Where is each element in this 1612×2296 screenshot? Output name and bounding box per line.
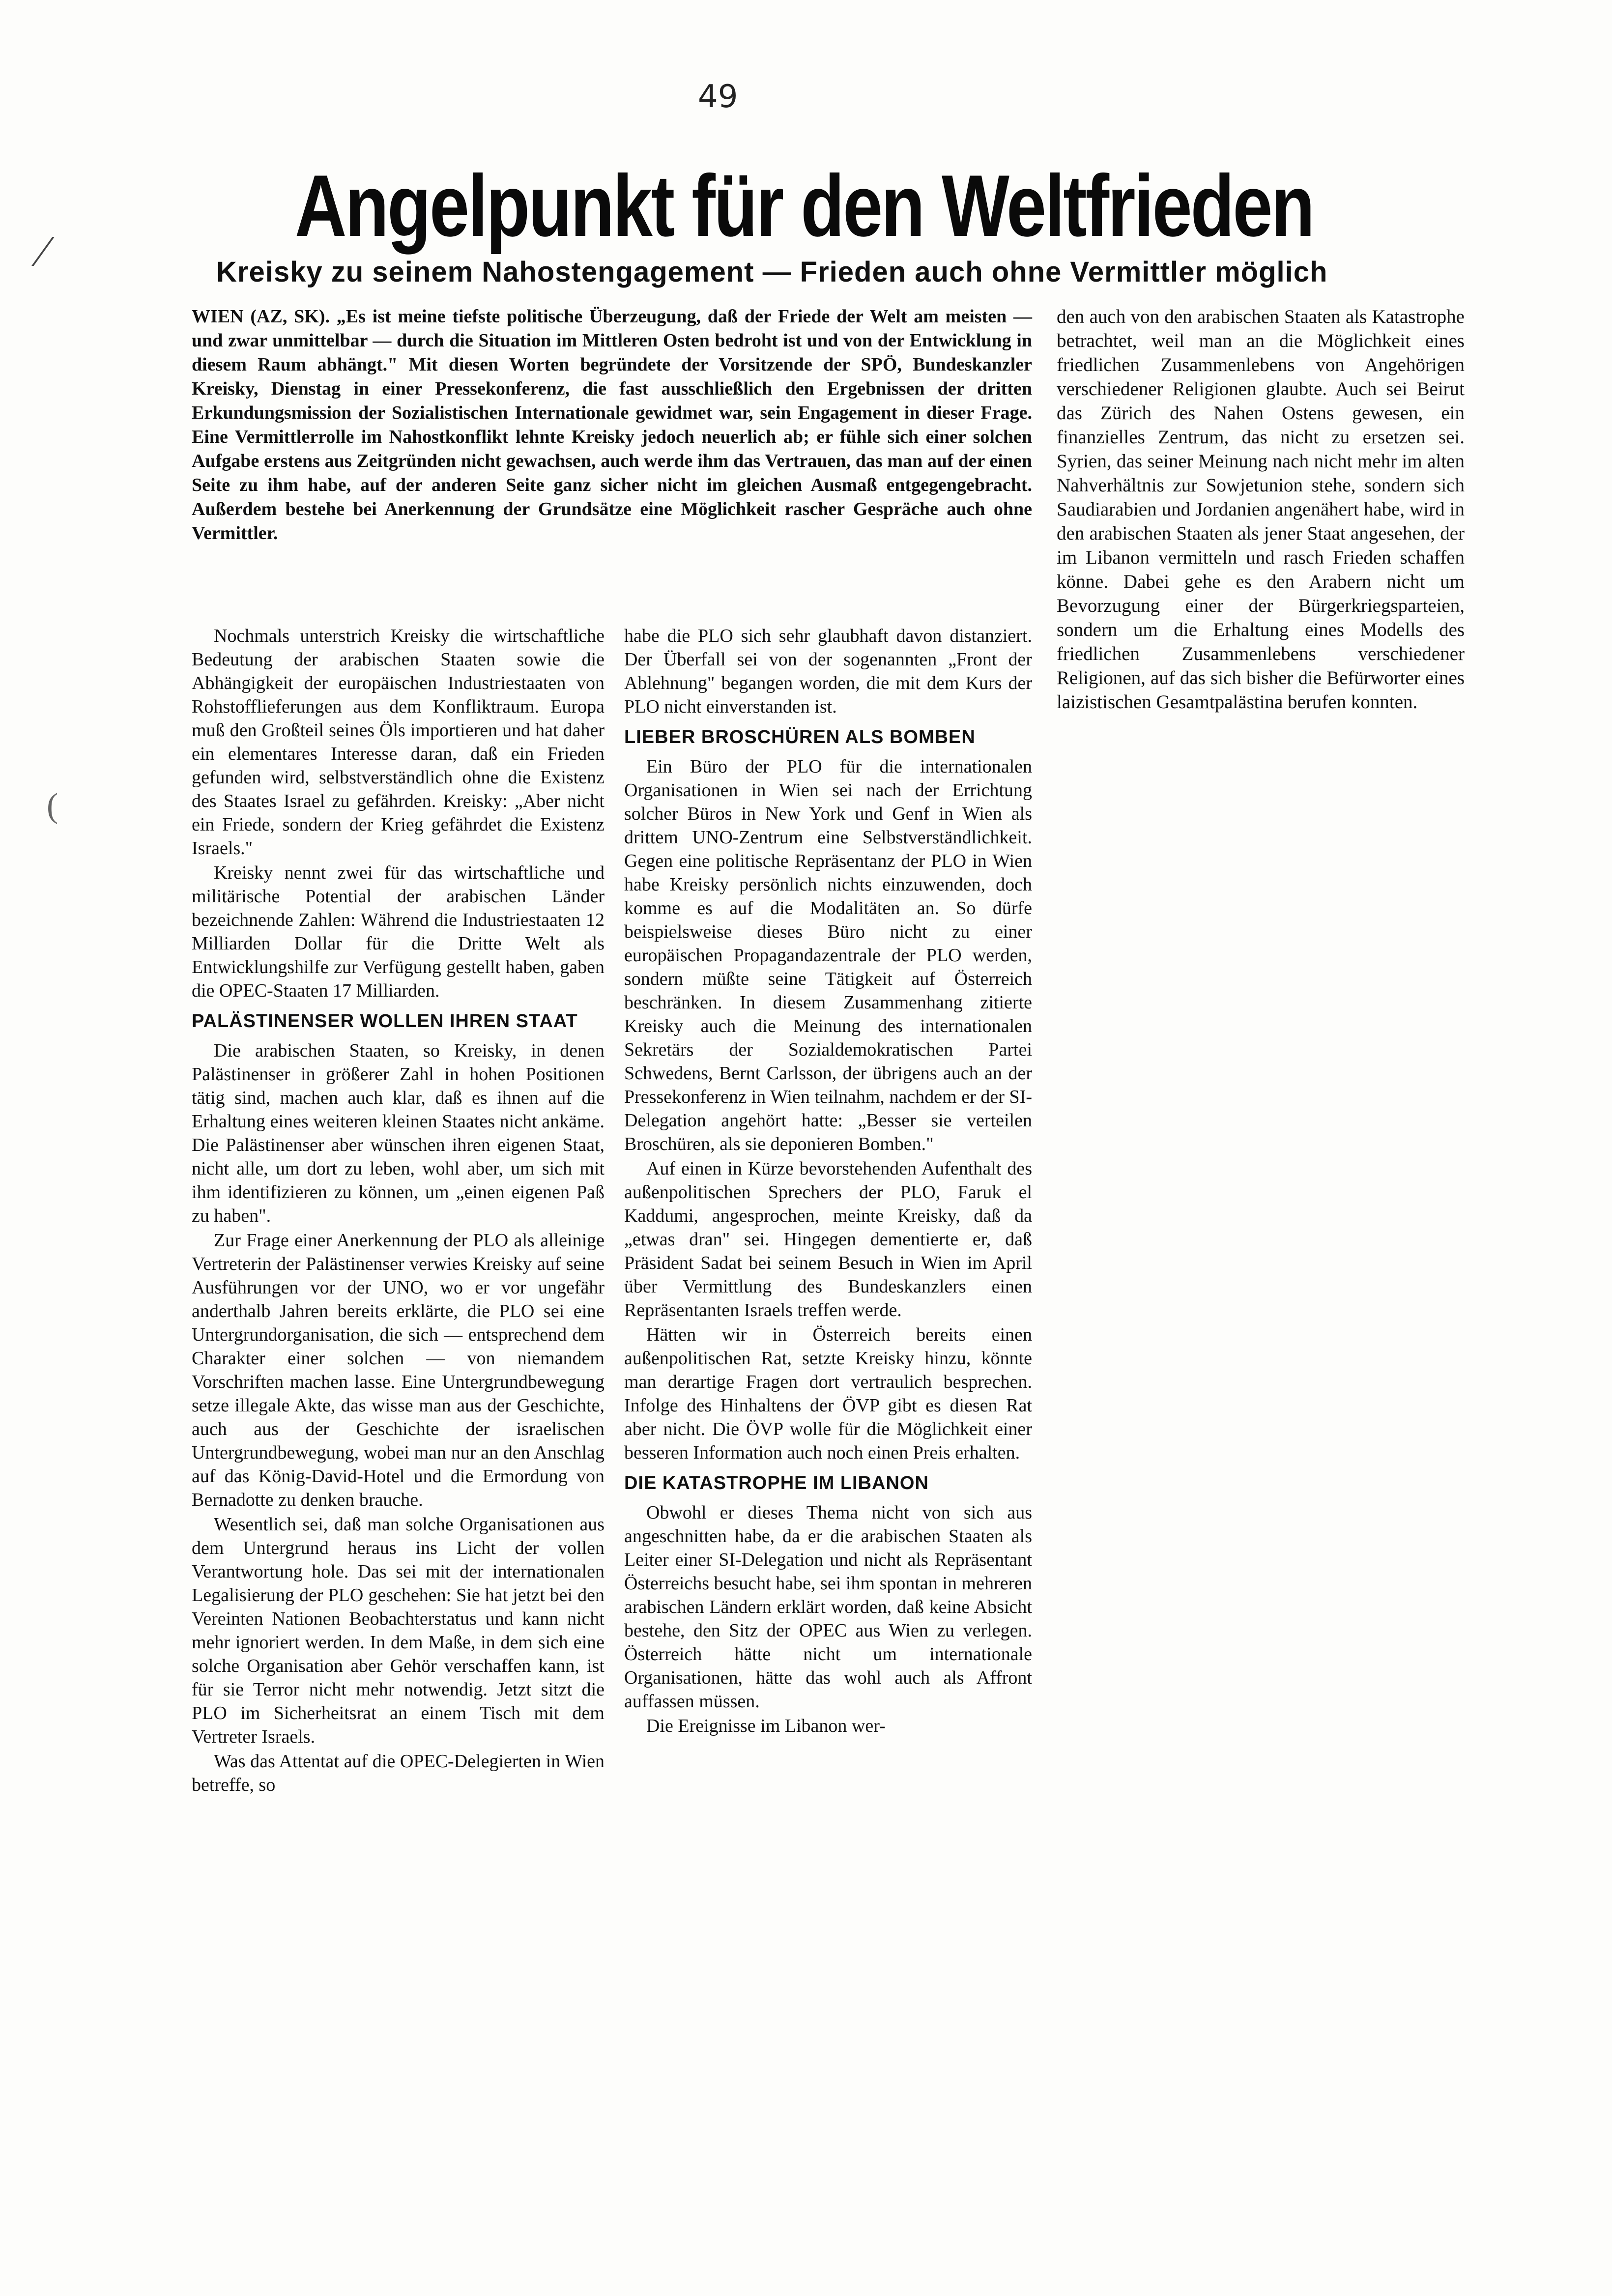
paragraph: habe die PLO sich sehr glaubhaft davon distanziert. Der Überfall sei von der sogenannten „Front der Ablehnung" begangen worden, die mit dem Kurs der PLO nicht einverstanden ist. [624,626,1032,717]
paragraph: Die arabischen Staaten, so Kreisky, in denen Palästinenser in größerer Zahl in hohen Positionen tätig sind, machen auch klar, daß es ihnen auf die Erhaltung eines weiteren kleinen Staates nicht ankäme. Die Palästinenser aber wünschen ihren eigenen Staat, nicht alle, um dort zu leben, wohl aber, um sich mit ihm identifizieren zu können, um „einen eigenen Paß zu haben". [192,1040,604,1226]
paragraph: Auf einen in Kürze bevorstehenden Aufenthalt des außenpolitischen Sprechers der PLO, Faruk el Kaddumi, angesprochen, meinte Kreisky, daß da „etwas dran" sei. Hingegen dementierte er, daß Präsident Sadat bei seinem Besuch in Wien im April über Vermittlung des Bundeskanzlers einen Repräsentanten Israels treffen werde. [624,1158,1032,1320]
article-lead: WIEN (AZ, SK). „Es ist meine tiefste politische Überzeugung, daß der Friede der Welt am meisten — und zwar unmittelbar — durch die Situation im Mittleren Osten bedroht ist und von der Entwicklung in diesem Raum abhängt." Mit diesen Worten begründete der Vorsitzende der SPÖ, Bundeskanzler Kreisky, Dienstag in einer Pressekonferenz, die fast ausschließlich den Ergebnissen der dritten Erkundungsmission der Sozialistischen Internationale gewidmet war, sein Engagement in dieser Frage. Eine Vermittlerrolle im Nahostkonflikt lehnte Kreisky jedoch neuerlich ab; er fühle sich einer solchen Aufgabe erstens aus Zeitgründen nicht gewachsen, auch werde ihm das Vertrauen, das man auf der einen Seite zu ihm habe, auf der anderen Seite ganz sicher nicht im gleichen Ausmaß entgegengebracht. Außerdem bestehe bei Anerkennung der Grundsätze eine Möglichkeit rascher Gespräche auch ohne Vermittler. [192,306,1032,544]
section-heading: DIE KATASTROPHE IM LIBANON [624,1473,929,1493]
article-column-1 [192,624,604,2270]
paragraph: Was das Attentat auf die OPEC-Delegierten in Wien betreffe, so [192,1751,604,1795]
paragraph: Nochmals unterstrich Kreisky die wirtschaftliche Bedeutung der arabischen Staaten sowie die Abhängigkeit der europäischen Industriestaaten von Rohstofflieferungen aus dem Konfliktraum. Europa muß den Großteil seines Öls importieren und hat daher ein elementares Interesse daran, daß ein Frieden gefunden wird, selbstverständlich ohne die Existenz des Staates Israel zu gefährden. Kreisky: „Aber nicht ein Friede, sondern der Krieg gefährdet die Existenz Israels." [192,626,604,859]
section-heading: PALÄSTINENSER WOLLEN IHREN STAAT [192,1011,578,1032]
paragraph: Hätten wir in Österreich bereits einen außenpolitischen Rat, setzte Kreisky hinzu, könnte man derartige Fragen dort vertraulich besprechen. Infolge des Hinhaltens der ÖVP gibt es diesen Rat aber nicht. Die ÖVP wolle für die Möglichkeit einer besseren Information auch noch einen Preis erhalten. [624,1324,1032,1463]
paragraph: Zur Frage einer Anerkennung der PLO als alleinige Vertreterin der Palästinenser verwies Kreisky auf seine Ausführungen vor der UNO, wo er vor ungefähr anderthalb Jahren bereits erklärte, die PLO sei eine Untergrundorganisation, die sich — entsprechend dem Charakter einer solchen — von niemandem Vorschriften machen lasse. Eine Untergrundbewegung setze illegale Akte, das wisse man aus der Geschichte, auch aus der Geschichte der israelischen Untergrundbewegung, wobei man nur an den Anschlag auf das König-David-Hotel und die Ermordung von Bernadotte zu denken brauche. [192,1230,604,1510]
article-subheadline: Kreisky zu seinem Nahostengagement — Frieden auch ohne Vermittler möglich [216,256,1328,288]
paragraph: Ein Büro der PLO für die internationalen Organisationen in Wien sei nach der Errichtung solcher Büros in New York und Genf in Wien als drittem UNO-Zentrum eine Selbstverständlichkeit. Gegen eine politische Repräsentanz der PLO in Wien habe Kreisky persönlich nichts einzuwenden, doch komme es auf die Modalitäten an. So dürfe beispielsweise dieses Büro nicht zu einer europäischen Propagandazentrale der PLO werden, sondern müßte seine Tätigkeit auf Österreich beschränken. In diesem Zusammenhang zitierte Kreisky auch die Meinung des internationalen Sekretärs der Sozialdemokratischen Partei Schwedens, Bernt Carlsson, der übrigens auch an der Pressekonferenz in Wien teilnahm, nachdem er der SI-Delegation angehört hatte: „Besser sie verteilen Broschüren, als sie deponieren Bomben." [624,756,1032,1154]
paragraph: Kreisky nennt zwei für das wirtschaftliche und militärische Potential der arabischen Länder bezeichnende Zahlen: Während die Industriestaaten 12 Milliarden Dollar für die Dritte Welt als Entwicklungshilfe zur Verfügung gestellt haben, gaben die OPEC-Staaten 17 Milliarden. [192,862,604,1001]
paragraph: Die Ereignisse im Libanon wer- [646,1716,886,1736]
margin-mark: ⁄ [39,227,47,276]
section-heading: LIEBER BROSCHÜREN ALS BOMBEN [624,727,976,747]
paragraph: Wesentlich sei, daß man solche Organisationen aus dem Untergrund heraus ins Licht der vollen Verantwortung hole. Das sei mit der internationalen Legalisierung der PLO geschehen: Sie hat jetzt bei den Vereinten Nationen Beobachterstatus und kann nicht mehr ignoriert werden. In dem Maße, in dem sich eine solche Organisation aber Gehör verschaffen kann, ist für sie Terror nicht mehr notwendig. Jetzt sitzt die PLO im Sicherheitsrat an einem Tisch mit dem Vertreter Israels. [192,1514,604,1747]
paragraph: den auch von den arabischen Staaten als Katastrophe betrachtet, weil man an die Möglichkeit eines friedlichen Zusammenlebens von Angehörigen verschiedener Religionen glaubte. Auch sei Beirut das Zürich des Nahen Ostens gewesen, ein finanzielles Zentrum, das nicht zu ersetzen sei. Syrien, das seiner Meinung nach nicht mehr im alten Nahverhältnis zur Sowjetunion stehe, sondern sich Saudiarabien und Jordanien angenähert habe, wird in den arabischen Staaten als jener Staat angesehen, der im Libanon vermitteln und rasch Frieden schaffen könne. Dabei gehe es den Arabern nicht um Bevorzugung einer der Bürgerkriegsparteien, sondern um die Erhaltung eines Modells des friedlichen Zusammenlebens verschiedener Religionen, auf das sich bisher die Befürworter eines laizistischen Gesamtpalästina berufen konnten. [1057,306,1465,713]
article-column-2 [624,624,1032,2270]
article-headline: Angelpunkt für den Weltfrieden [295,157,1314,255]
page-number: 49 [698,79,738,115]
paragraph: Obwohl er dieses Thema nicht von sich aus angeschnitten habe, da er die arabischen Staaten als Leiter einer SI-Delegation und nicht als Repräsentant Österreichs besucht habe, sei ihm spontan in mehreren arabischen Ländern erklärt worden, daß keine Absicht bestehe, den Sitz der OPEC aus Wien zu verlegen. Österreich hätte nicht um internationale Organisationen, hätte das wohl auch als Affront auffassen müssen. [624,1502,1032,1712]
margin-mark: ( [47,787,58,825]
article-column-3 [1057,305,1465,715]
